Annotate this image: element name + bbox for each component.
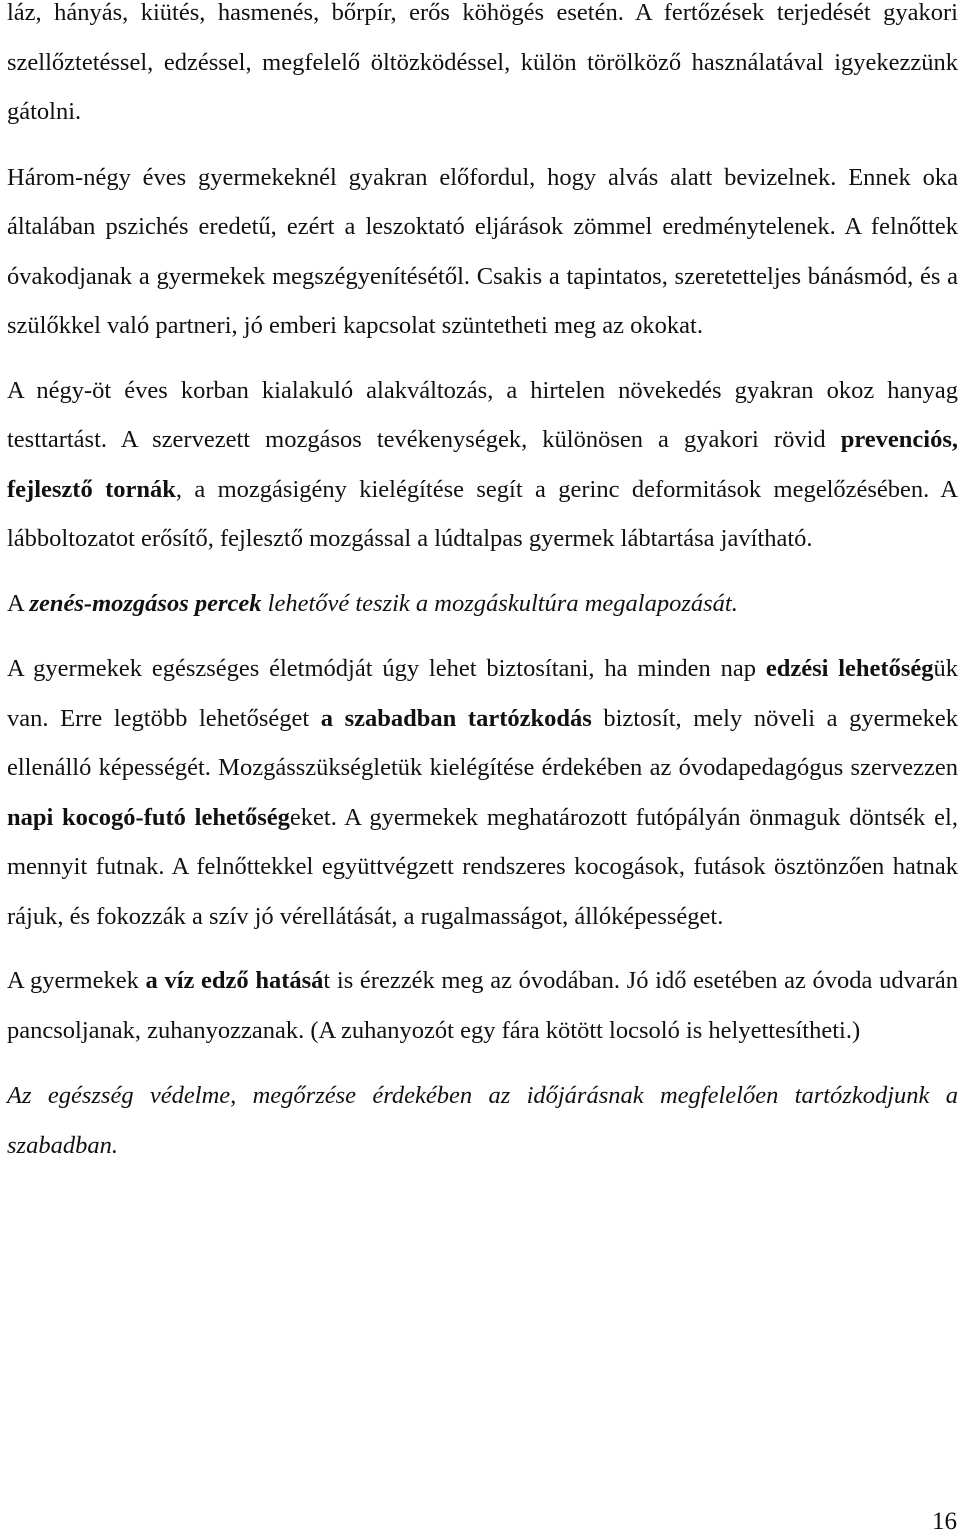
- italic-text-segment: Az egészség védelme, megőrzése érdekében az időjárásnak megfelelően tartózkodjunk a szabadban.: [7, 1082, 958, 1159]
- text-segment: , a mozgásigény kielégítése segít a gerinc deformitások megelőzésében. A lábboltozatot erősítő, fejlesztő mozgással a lúdtalpas gyermek lábtartása javítható.: [7, 475, 958, 552]
- text-segment: A gyermekek: [7, 967, 146, 994]
- bold-text-segment: a víz edző hatásá: [145, 967, 324, 994]
- bold-text-segment: a szabadban tartózkodás: [320, 704, 592, 732]
- text-segment: biztosít, mely növeli a gyermekek ellenálló képességét. Mozgásszükségletük kielégítése érdekében az óvodapedagógus szervezzen: [7, 704, 958, 781]
- text-segment: A gyermekek egészséges életmódját úgy lehet biztosítani, ha minden nap: [7, 655, 766, 682]
- italic-text-segment: lehetővé teszik a mozgáskultúra megalapozását.: [261, 589, 738, 617]
- text-segment: eket. A gyermekek meghatározott futópályán önmaguk döntsék el, mennyit futnak. A felnőttekkel együttvégzett rendszeres kocogások, futások ösztönzően hatnak rájuk, és fokozzák a szív jó vérellátását, a rugalmasságot, állóképességet.: [7, 803, 958, 930]
- paragraph-healthy-lifestyle: [7, 644, 958, 941]
- bold-text-segment: napi kocogó-futó lehetőség: [7, 803, 290, 831]
- bold-text-segment: edzési lehetőség: [765, 655, 934, 682]
- paragraph-music-movement: [7, 579, 958, 629]
- text-segment: A: [7, 589, 30, 617]
- text-segment: Három-négy éves gyermekeknél gyakran előfordul, hogy alvás alatt bevizelnek. Ennek oka általában pszichés eredetű, ezért a leszoktató eljárások zömmel eredménytelenek. A felnőttek óvakodjanak a gyermekek megszégyenítésétől. Csakis a tapintatos, szeretetteljes bánásmód, és a szülőkkel való partneri, jó emberi kapcsolat szüntetheti meg az okokat.: [7, 163, 958, 339]
- paragraph-closing-note: [7, 1071, 958, 1170]
- text-segment: láz, hányás, kiütés, hasmenés, bőrpír, erős köhögés esetén. A fertőzések terjedését gyakori szellőztetéssel, edzéssel, megfelelő öltözködéssel, külön törölköző használatával igyekezzünk gátolni.: [7, 0, 958, 125]
- page-number: 16: [932, 1508, 957, 1535]
- bold-italic-text-segment: zenés-mozgásos percek: [29, 589, 262, 617]
- text-segment: t is érezzék meg az óvodában. Jó idő esetében az óvoda udvarán pancsoljanak, zuhanyozzanak. (A zuhanyozót egy fára kötött locsoló is helyettesítheti.): [7, 967, 958, 1044]
- paragraph-water-hardening: [7, 956, 958, 1055]
- bold-text-segment: prevenciós, fejlesztő tornák: [7, 426, 958, 503]
- text-segment: ük van. Erre legtöbb lehetőséget: [7, 655, 958, 732]
- document-page: [7, 0, 958, 1170]
- text-segment: A négy-öt éves korban kialakuló alakváltozás, a hirtelen növekedés gyakran okoz hanyag testtartást. A szervezett mozgásos tevékenységek, különösen a gyakori rövid: [7, 376, 958, 453]
- paragraph-bedwetting: [7, 153, 958, 351]
- paragraph-posture: [7, 366, 958, 564]
- paragraph-illness-prevention: [7, 0, 958, 137]
